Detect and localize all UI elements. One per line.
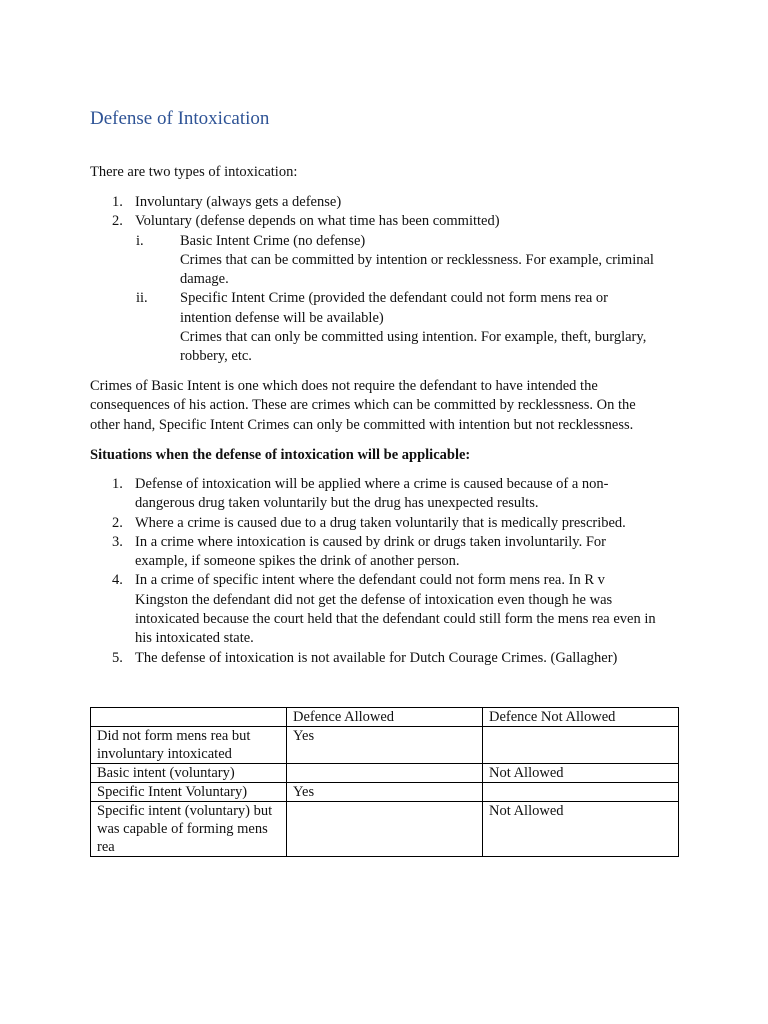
list-number: 3. (112, 533, 123, 550)
page-title: Defense of Intoxication (90, 108, 270, 129)
table-cell (91, 727, 287, 764)
table-row (91, 783, 679, 802)
table-cell: Not Allowed (483, 802, 679, 857)
list-item (90, 212, 678, 231)
table-row (91, 727, 679, 764)
list-number: 1. (112, 194, 123, 210)
table-row (91, 764, 679, 783)
table-cell: Specific Intent Voluntary) (91, 783, 287, 802)
table-header-cell: Defence Not Allowed (483, 708, 679, 727)
intro-text: There are two types of intoxication: (90, 164, 298, 180)
table-header-cell (91, 708, 287, 727)
table-cell (91, 802, 287, 857)
list-line: dangerous drug taken voluntarily but the drug has unexpected results. (135, 495, 539, 512)
list-line: intoxicated because the court held that the defendant could still form the mens rea even in (135, 611, 656, 628)
sub-list-item (90, 232, 678, 290)
list-item (90, 475, 678, 514)
paragraph-line: consequences of his action. These are crimes which can be committed by recklessness. On the (90, 397, 636, 414)
defence-table (90, 707, 679, 857)
roman-number: i. (136, 232, 144, 249)
table-cell: Basic intent (voluntary) (91, 764, 287, 783)
cell-line: Specific intent (voluntary) but (97, 803, 273, 819)
table-header-row (91, 708, 679, 727)
list-item (90, 533, 678, 572)
list-line: Where a crime is caused due to a drug taken voluntarily that is medically prescribed. (135, 514, 626, 531)
sub-list-line: robbery, etc. (180, 348, 252, 365)
table-cell: Yes (287, 783, 483, 802)
paragraph-line: other hand, Specific Intent Crimes can only be committed with intention but not recklessness. (90, 416, 634, 433)
cell-line: rea (97, 839, 115, 855)
list-line: Defense of intoxication will be applied where a crime is caused because of a non- (135, 476, 609, 492)
list-number: 5. (112, 649, 123, 666)
list-item (90, 193, 678, 212)
list-line: In a crime of specific intent where the defendant could not form mens rea. In R v (135, 572, 605, 589)
list-item (90, 571, 678, 648)
sub-list-line: Crimes that can only be committed using intention. For example, theft, burglary, (180, 329, 647, 346)
list-item (90, 649, 678, 668)
table-cell: Not Allowed (483, 764, 679, 783)
table-cell (287, 802, 483, 857)
situations-heading: Situations when the defense of intoxication will be applicable: (90, 447, 471, 463)
table-row (91, 802, 679, 857)
table-cell (483, 783, 679, 802)
sub-list-line: Specific Intent Crime (provided the defendant could not form mens rea or (180, 290, 609, 307)
list-item (90, 514, 678, 533)
list-number: 4. (112, 572, 123, 589)
list-line: Kingston the defendant did not get the defense of intoxication even though he was (135, 591, 613, 608)
table-header-cell: Defence Allowed (287, 708, 483, 727)
paragraph-line: Crimes of Basic Intent is one which does not require the defendant to have intended the (90, 378, 598, 394)
sub-list-item (90, 289, 678, 366)
intoxication-types-list (90, 193, 678, 367)
list-number: 2. (112, 514, 123, 531)
situations-list (90, 475, 678, 668)
table-cell (287, 764, 483, 783)
cell-line: Did not form mens rea but (97, 728, 251, 744)
sub-list-line: damage. (180, 271, 229, 288)
table-cell (483, 727, 679, 764)
roman-number: ii. (136, 290, 148, 307)
list-line: example, if someone spikes the drink of another person. (135, 553, 460, 570)
cell-line: involuntary intoxicated (97, 746, 232, 762)
list-number: 1. (112, 476, 123, 492)
sub-list-line: Basic Intent Crime (no defense) (180, 232, 366, 249)
list-text: Voluntary (defense depends on what time has been committed) (135, 213, 500, 230)
basic-intent-paragraph (90, 377, 678, 435)
table-cell: Yes (287, 727, 483, 764)
list-number: 2. (112, 213, 123, 230)
list-line: his intoxicated state. (135, 630, 254, 647)
list-line: In a crime where intoxication is caused by drink or drugs taken involuntarily. For (135, 533, 606, 550)
list-text: Involuntary (always gets a defense) (135, 194, 342, 210)
list-line: The defense of intoxication is not available for Dutch Courage Crimes. (Gallagher) (135, 649, 618, 666)
sub-list-line: intention defense will be available) (180, 309, 384, 326)
sub-list-line: Crimes that can be committed by intention or recklessness. For example, criminal (180, 251, 654, 268)
cell-line: was capable of forming mens (97, 821, 268, 837)
